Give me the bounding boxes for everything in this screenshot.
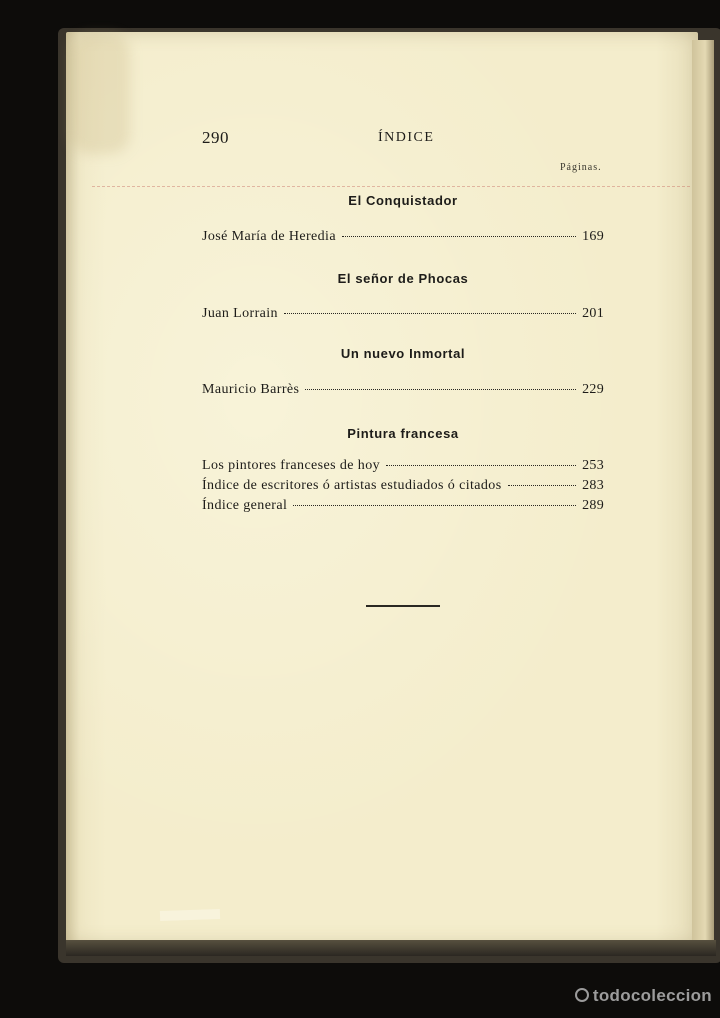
section-title: Pintura francesa [347,426,459,441]
toc-entry-page: 253 [582,458,604,473]
dot-leader [293,505,576,506]
section-title: Un nuevo Inmortal [340,346,466,361]
dot-leader [305,389,576,390]
ruled-line [92,186,690,188]
toc-entry-page: 283 [582,478,604,493]
toc-entry-page: 169 [582,229,604,244]
running-head: ÍNDICE [378,130,435,145]
dot-leader [386,465,576,466]
toc-entry-label: Juan Lorrain [202,306,278,321]
toc-entry [202,306,604,326]
toc-entry [202,498,604,518]
dot-leader [342,236,576,237]
toc-entry [202,229,604,249]
dot-leader [508,485,577,486]
toc-entry [202,382,604,402]
paper-label-remnant [160,909,220,921]
watermark-logo-icon [575,988,589,1002]
end-rule [366,605,440,607]
toc-entry-label: Índice de escritores ó artistas estudiados ó citados [202,478,502,493]
toc-entry-label: Índice general [202,498,288,513]
toc-entry-label: Los pintores franceses de hoy [202,458,380,473]
toc-entry-label: José María de Heredia [202,229,336,244]
toc-entry-label: Mauricio Barrès [202,382,300,397]
section-title: El Conquistador [348,193,458,208]
section-title: El señor de Phocas [337,271,469,286]
page-stain [70,34,130,154]
watermark [575,986,712,1006]
page-number: 290 [202,128,229,147]
toc-entry-page: 201 [582,306,604,321]
toc-entry-page: 289 [582,498,604,513]
page-bottom-edge [66,940,716,956]
toc-entry [202,478,604,498]
toc-entry [202,458,604,478]
dot-leader [284,313,576,314]
page-fore-edge [692,40,714,940]
paginas-label: Páginas. [560,162,602,173]
toc-entry-page: 229 [582,382,604,397]
page-header [202,128,604,150]
watermark-text: todocoleccion [592,986,712,1005]
